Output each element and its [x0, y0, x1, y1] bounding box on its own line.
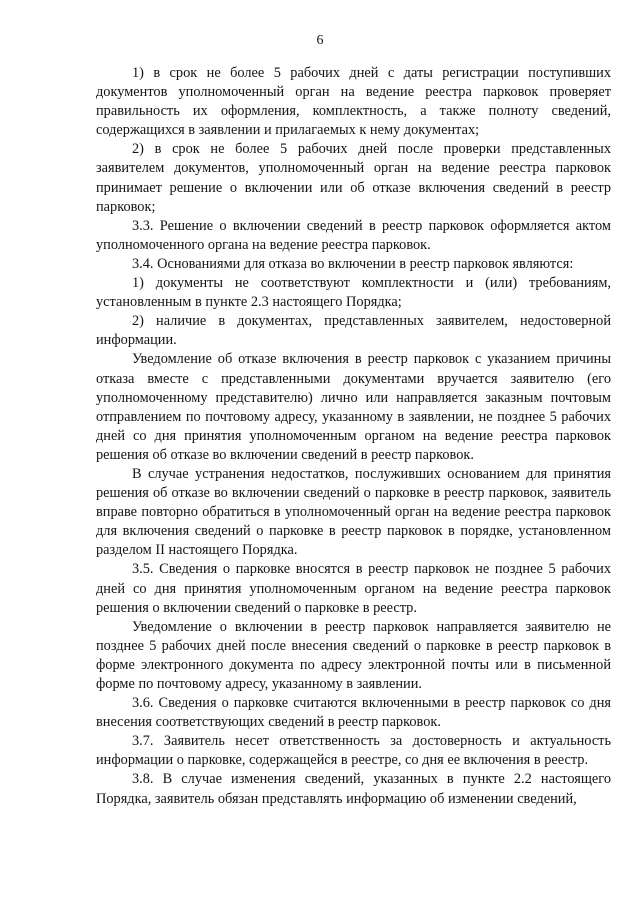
paragraph-inclusion-notice: Уведомление о включении в реестр парковок направляется заявителю не позднее 5 рабочих дней после внесения сведений о парковке в реестр парковок в форме электронного документа по адресу электронной почты или в письменной форме по почтовому адресу, указанному в заявлении. — [96, 618, 611, 692]
paragraph-resubmission: В случае устранения недостатков, послуживших основанием для принятия решения об отказе во включении сведений о парковке в реестр парковок, заявитель вправе повторно обратиться в уполномоченный орган на ведение реестра парковок для включения сведений о парковке в реестр парковок в порядке, установленном разделом II настоящего Порядка. — [96, 465, 611, 559]
page-number: 6 — [316, 33, 324, 48]
paragraph-3-7: 3.7. Заявитель несет ответственность за достоверность и актуальность информации о парковке, содержащейся в реестре, со дня ее включения в реестр. — [96, 733, 611, 769]
paragraph-refusal-ground-2: 2) наличие в документах, представленных заявителем, недостоверной информации. — [96, 313, 611, 349]
paragraph-3-3: 3.3. Решение о включении сведений в реестр парковок оформляется актом уполномоченного органа на ведение реестра парковок. — [96, 217, 611, 253]
paragraph-refusal-notice: Уведомление об отказе включения в реестр парковок с указанием причины отказа вместе с представленными документами вручается заявителю (его уполномоченному представителю) лично или направляется заказным почтовым отправлением по почтовому адресу, указанному в заявлении, не позднее 5 рабочих дней со дня принятия уполномоченным органом на ведение реестра парковок решения об отказе во включении сведений в реестр парковок. — [96, 351, 611, 463]
paragraph-3-8: 3.8. В случае изменения сведений, указанных в пункте 2.2 настоящего Порядка, заявитель обязан представлять информацию об изменении сведений, — [96, 771, 611, 807]
paragraph-3-5: 3.5. Сведения о парковке вносятся в реестр парковок не позднее 5 рабочих дней со дня принятия уполномоченным органом на ведение реестра парковок решения о включении сведений о парковке в реестр. — [96, 561, 611, 616]
paragraph-refusal-ground-1: 1) документы не соответствуют комплектности и (или) требованиям, установленным в пункте 2.3 настоящего Порядка; — [96, 275, 611, 311]
paragraph-item-2-decision: 2) в срок не более 5 рабочих дней после проверки представленных заявителем документов, уполномоченный орган на ведение реестра парковок принимает решение о включении или об отказе включения сведений в реестр парковок; — [96, 141, 611, 215]
paragraph-3-6: 3.6. Сведения о парковке считаются включенными в реестр парковок со дня внесения соответствующих сведений в реестр парковок. — [96, 695, 611, 731]
paragraph-3-4: 3.4. Основаниями для отказа во включении в реестр парковок являются: — [132, 255, 574, 272]
paragraph-item-1-deadline-check: 1) в срок не более 5 рабочих дней с даты регистрации поступивших документов уполномоченный орган на ведение реестра парковок проверяет правильность их оформления, комплектность, а также полноту сведений, содержащихся в заявлении и прилагаемых к нему документах; — [96, 65, 611, 139]
document-body — [96, 64, 611, 809]
